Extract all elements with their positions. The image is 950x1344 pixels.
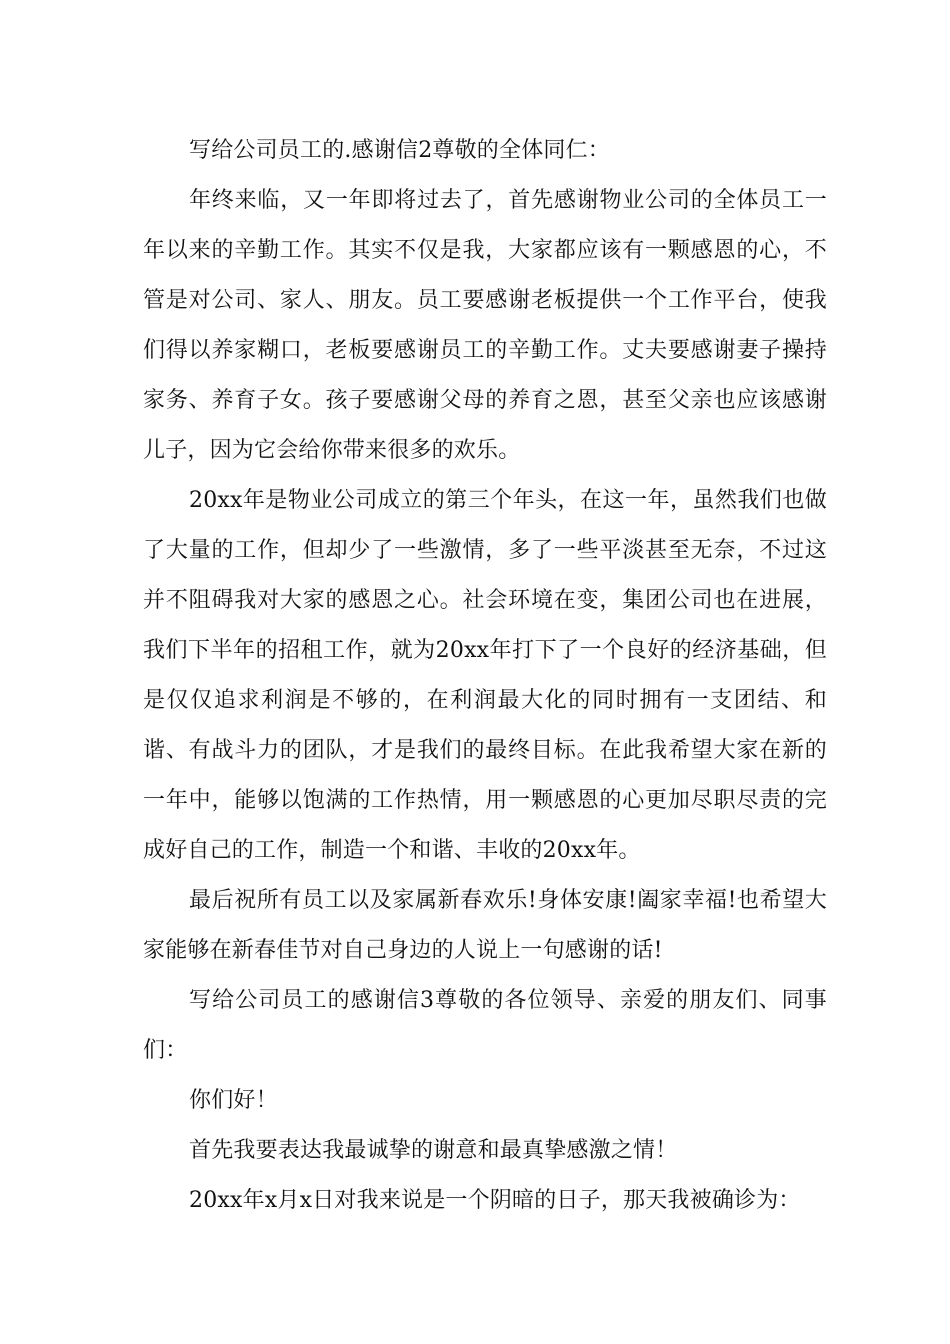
paragraph-diagnosis-date: 20xx年x月x日对我来说是一个阴暗的日子，那天我被确诊为： <box>189 1188 801 1213</box>
paragraph-letter2-heading: 写给公司员工的.感谢信2尊敬的全体同仁： <box>189 138 610 163</box>
paragraph-year-end-thanks: 年终来临，又一年即将过去了，首先感谢物业公司的全体员工一年以来的辛勤工作。其实不仅是我，大家都应该有一颗感恩的心，不管是对公司、家人、朋友。员工要感谢老板提供一个工作平台，使我们得以养家糊口，老板要感谢员工的辛勤工作。丈夫要感谢妻子操持家务、养育子女。孩子要感谢父母的养育之恩，甚至父亲也应该感谢儿子，因为它会给你带来很多的欢乐。 <box>143 188 827 463</box>
paragraph-letter3-heading: 写给公司员工的感谢信3尊敬的各位领导、亲爱的朋友们、同事们： <box>143 988 827 1063</box>
paragraph-greeting: 你们好！ <box>189 1088 278 1113</box>
letter-body <box>143 126 827 1226</box>
paragraph-company-year-review: 20xx年是物业公司成立的第三个年头，在这一年，虽然我们也做了大量的工作，但却少了一些激情，多了一些平淡甚至无奈，不过这并不阻碍我对大家的感恩之心。社会环境在变，集团公司也在进展，我们下半年的招租工作，就为20xx年打下了一个良好的经济基础，但是仅仅追求利润是不够的，在利润最大化的同时拥有一支团结、和谐、有战斗力的团队，才是我们的最终目标。在此我希望大家在新的一年中，能够以饱满的工作热情，用一颗感恩的心更加尽职尽责的完成好自己的工作，制造一个和谐、丰收的20xx年。 <box>143 488 827 863</box>
paragraph-new-year-wishes: 最后祝所有员工以及家属新春欢乐!身体安康!阖家幸福!也希望大家能够在新春佳节对自己身边的人说上一句感谢的话! <box>143 888 827 963</box>
paragraph-gratitude: 首先我要表达我最诚挚的谢意和最真挚感激之情！ <box>189 1138 678 1163</box>
